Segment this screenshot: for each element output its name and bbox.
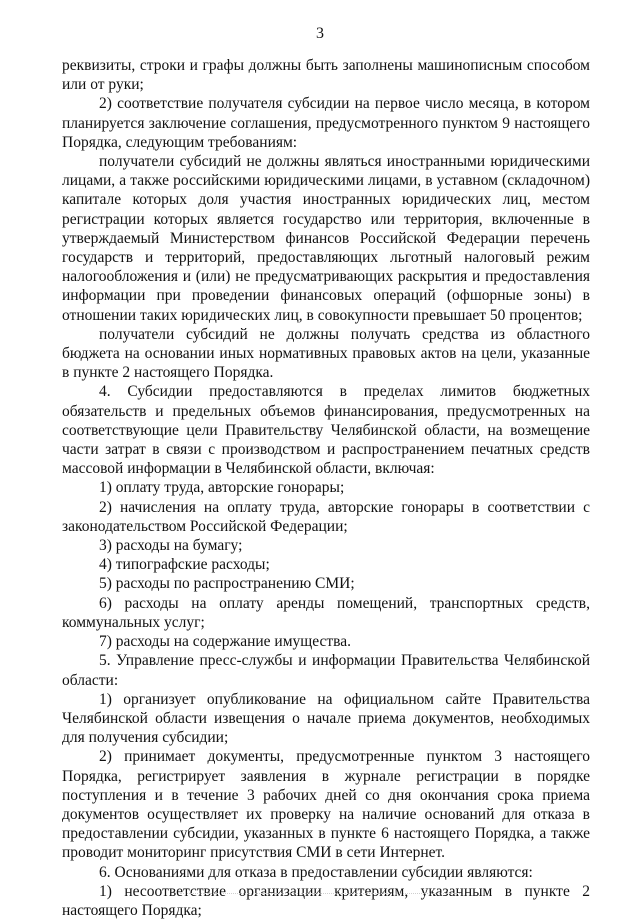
paragraph-section-6: 6. Основаниями для отказа в предоставлении субсидии являются: (99, 863, 533, 881)
list-item-paper: 3) расходы на бумагу; (99, 537, 243, 555)
paragraph-other-funds: получатели субсидий не должны получать средства из областного бюджета на основании иных нормативных правовых актов на цели, указанные в пункте 2 настоящего Порядка. (62, 325, 590, 382)
list-item-salary: 1) оплату труда, авторские гонорары; (99, 479, 345, 497)
list-item-document-intake: 2) принимает документы, предусмотренные пунктом 3 настоящего Порядка, регистрирует заявления в журнале регистрации в порядке поступления и в течение 3 рабочих дней со дня окончания срока приема документов осуществляет их проверку на наличие оснований для отказа в предоставлении субсидии, указанных в пункте 6 настоящего Порядка, а также проводит мониторинг присутствия СМИ в сети Интернет. (62, 748, 590, 862)
list-item-property: 7) расходы на содержание имущества. (99, 633, 351, 651)
paragraph-foreign-entities: получатели субсидий не должны являться иностранными юридическими лицами, а также российскими юридическими лицами, в уставном (складочном) капитале которых доля участия иностранных юридических лиц, местом регистрации которых является государство или территория, включенные в утверждаемый Министерством финансов Российской Федерации перечень государств и территорий, предоставляющих льготный налоговый режим налогообложения и (или) не предусматривающих раскрытия и предоставления информации при проведении финансовых операций (офшорные зоны) в отношении таких юридических лиц, в совокупности превышает 50 процентов; (62, 153, 590, 324)
paragraph-continuation: реквизиты, строки и графы должны быть заполнены машинописным способом или от руки; (62, 57, 590, 94)
page-number: 3 (316, 25, 324, 42)
list-item-accruals: 2) начисления на оплату труда, авторские гонорары в соответствии с законодательством Российской Федерации; (62, 498, 590, 535)
list-item-rent: 6) расходы на оплату аренды помещений, транспортных средств, коммунальных услуг; (62, 594, 590, 631)
list-item-publication: 1) организует опубликование на официальном сайте Правительства Челябинской области извещения о начале приема документов, необходимых для получения субсидии; (62, 690, 590, 747)
list-item-printing: 4) типографские расходы; (99, 556, 270, 574)
paragraph-requirement-2: 2) соответствие получателя субсидии на первое число месяца, в котором планируется заключение соглашения, предусмотренного пунктом 9 настоящего Порядка, следующим требованиям: (62, 95, 590, 151)
scan-artifact-line (180, 893, 460, 894)
paragraph-section-5: 5. Управление пресс-службы и информации Правительства Челябинской области: (62, 652, 590, 689)
document-body (62, 56, 590, 920)
list-item-distribution: 5) расходы по распространению СМИ; (99, 575, 355, 593)
paragraph-section-4: 4. Субсидии предоставляются в пределах лимитов бюджетных обязательств и предельных объемов финансирования, предусмотренных на соответствующие цели Правительству Челябинской области, на возмещение части затрат в связи с производством и распространением печатных средств массовой информации в Челябинской области, включая: (62, 383, 590, 478)
list-item-noncompliance: 1) несоответствие организации критериям, указанным в пункте 2 настоящего Порядка; (62, 882, 590, 919)
